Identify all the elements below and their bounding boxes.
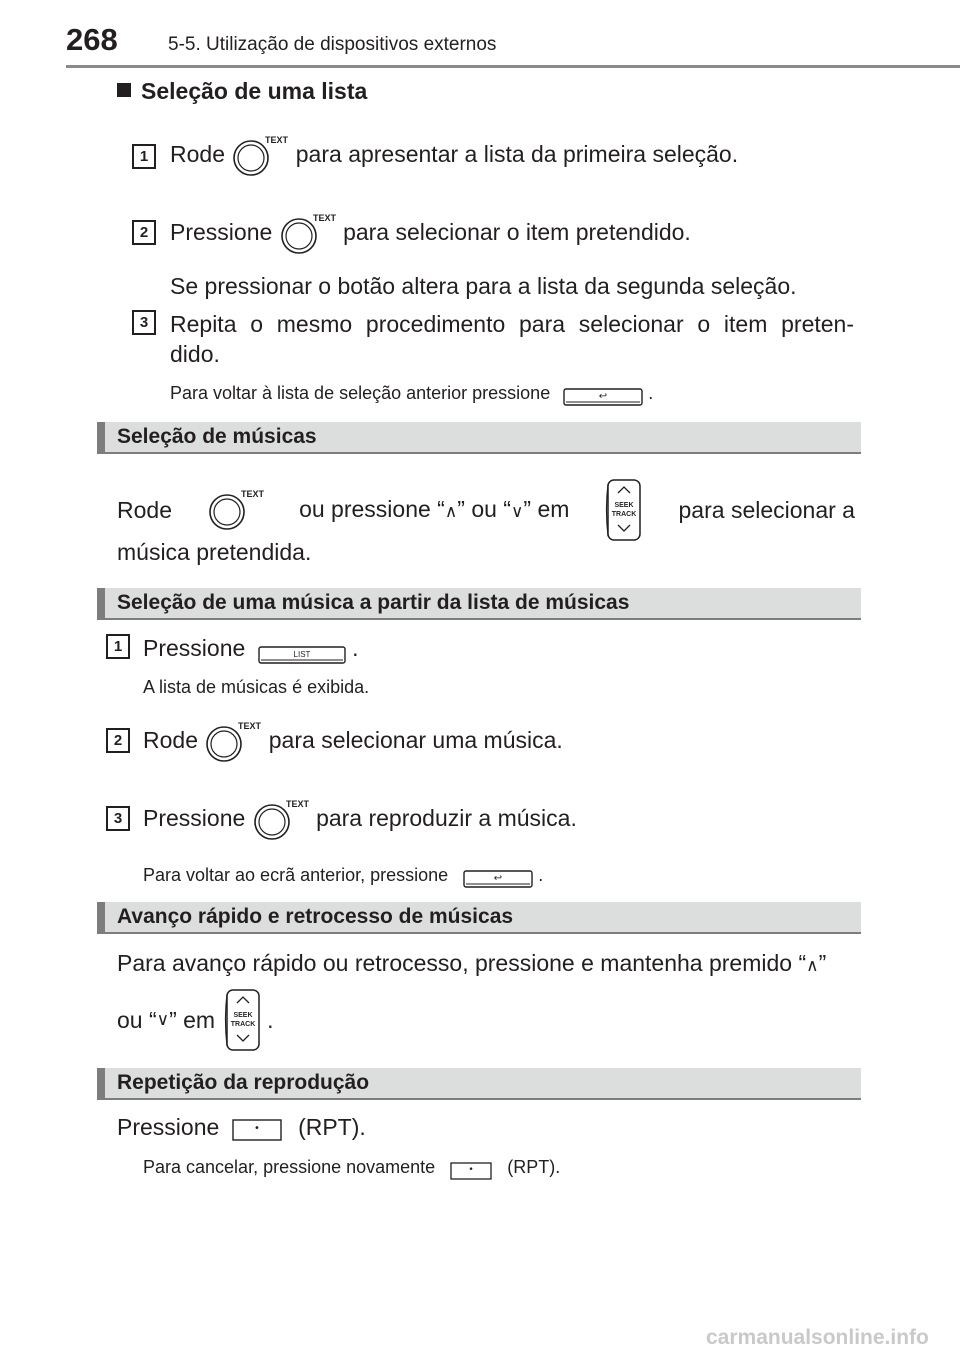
knob-label: TEXT: [285, 799, 309, 809]
knob-label: TEXT: [265, 135, 289, 145]
knob-label: TEXT: [238, 721, 262, 731]
tune-knob-icon: [207, 488, 265, 532]
music-list-step-1-note: A lista de músicas é exibida.: [143, 677, 370, 697]
list-step-3-line1: Repita o mesmo procedimento para selecionar o item preten-: [170, 311, 854, 337]
knob-label: TEXT: [312, 213, 336, 223]
music-list-step-3: Pressione TEXT para reproduzir a música.: [143, 798, 577, 842]
step-badge: 1: [106, 634, 130, 659]
tune-knob-icon: [279, 212, 337, 256]
svg-text:SEEK: SEEK: [614, 502, 634, 509]
list-step-1: Rode TEXT para apresentar a lista da primeira seleção.: [170, 134, 738, 178]
seek-track-button-icon: [223, 988, 263, 1052]
section-bar-music-selection: Seleção de músicas: [97, 422, 861, 454]
svg-text:•: •: [468, 1165, 474, 1176]
header-divider: [66, 65, 960, 68]
section-bar-fast-forward: Avanço rápido e retrocesso de músicas: [97, 902, 861, 934]
repeat-cancel-note: Para cancelar, pressione novamente • (RPT).: [143, 1152, 560, 1182]
list-back-note: Para voltar à lista de seleção anterior pressione ↩ .: [170, 378, 653, 408]
svg-text:LIST: LIST: [293, 649, 311, 659]
fast-forward-line1: Para avanço rápido ou retrocesso, pressione e mantenha premido “∧”: [117, 950, 827, 976]
list-selection-heading: Seleção de uma lista: [117, 78, 367, 105]
music-list-step-2: Rode TEXT para selecionar uma música.: [143, 720, 563, 764]
section-title: 5-5. Utilização de dispositivos externos: [168, 34, 497, 55]
step-badge: 2: [132, 220, 156, 245]
svg-text:TRACK: TRACK: [230, 1021, 256, 1028]
music-list-back-note: Para voltar ao ecrã anterior, pressione ↩ .: [143, 860, 543, 890]
svg-text:•: •: [253, 1122, 260, 1134]
svg-text:TRACK: TRACK: [611, 511, 637, 518]
knob-label: TEXT: [240, 489, 264, 499]
step-badge: 3: [132, 310, 156, 335]
list-step-2: Pressione TEXT para selecionar o item pretendido.: [170, 212, 691, 256]
svg-text:↩: ↩: [599, 391, 608, 403]
tune-knob-icon: [231, 134, 289, 178]
section-bar-music-list: Seleção de uma música a partir da lista de músicas: [97, 588, 861, 620]
back-button-icon: [463, 867, 533, 885]
music-selection-line1: Rode TEXT ou pressione “∧” ou “∨” em SEEK TRACK para selecionar a: [117, 478, 855, 542]
list-button-icon: [258, 641, 346, 659]
svg-text:SEEK: SEEK: [233, 1012, 253, 1019]
step-badge: 1: [132, 144, 156, 169]
tune-knob-icon: [252, 798, 310, 842]
svg-text:↩: ↩: [493, 873, 503, 885]
watermark: carmanualsonline.info: [706, 1326, 929, 1349]
page-number: 268: [66, 22, 118, 57]
music-selection-line2: música pretendida.: [117, 539, 312, 565]
rpt-button-icon: [232, 1118, 282, 1140]
seek-track-button-icon: [604, 478, 644, 542]
section-bar-repeat: Repetição da reprodução: [97, 1068, 861, 1100]
list-step-2-note: Se pressionar o botão altera para a lista da segunda seleção.: [170, 273, 797, 299]
tune-knob-icon: [204, 720, 262, 764]
repeat-line: Pressione • (RPT).: [117, 1114, 366, 1140]
step-badge: 2: [106, 728, 130, 753]
square-bullet-icon: [117, 83, 131, 97]
list-step-3-line2: dido.: [170, 341, 220, 367]
back-button-icon: [563, 385, 643, 403]
fast-forward-line2: ou “ ∨ ” em SEEK TRACK .: [117, 988, 273, 1052]
step-badge: 3: [106, 806, 130, 831]
music-list-step-1: Pressione LIST .: [143, 635, 359, 661]
rpt-button-icon: [450, 1159, 492, 1177]
